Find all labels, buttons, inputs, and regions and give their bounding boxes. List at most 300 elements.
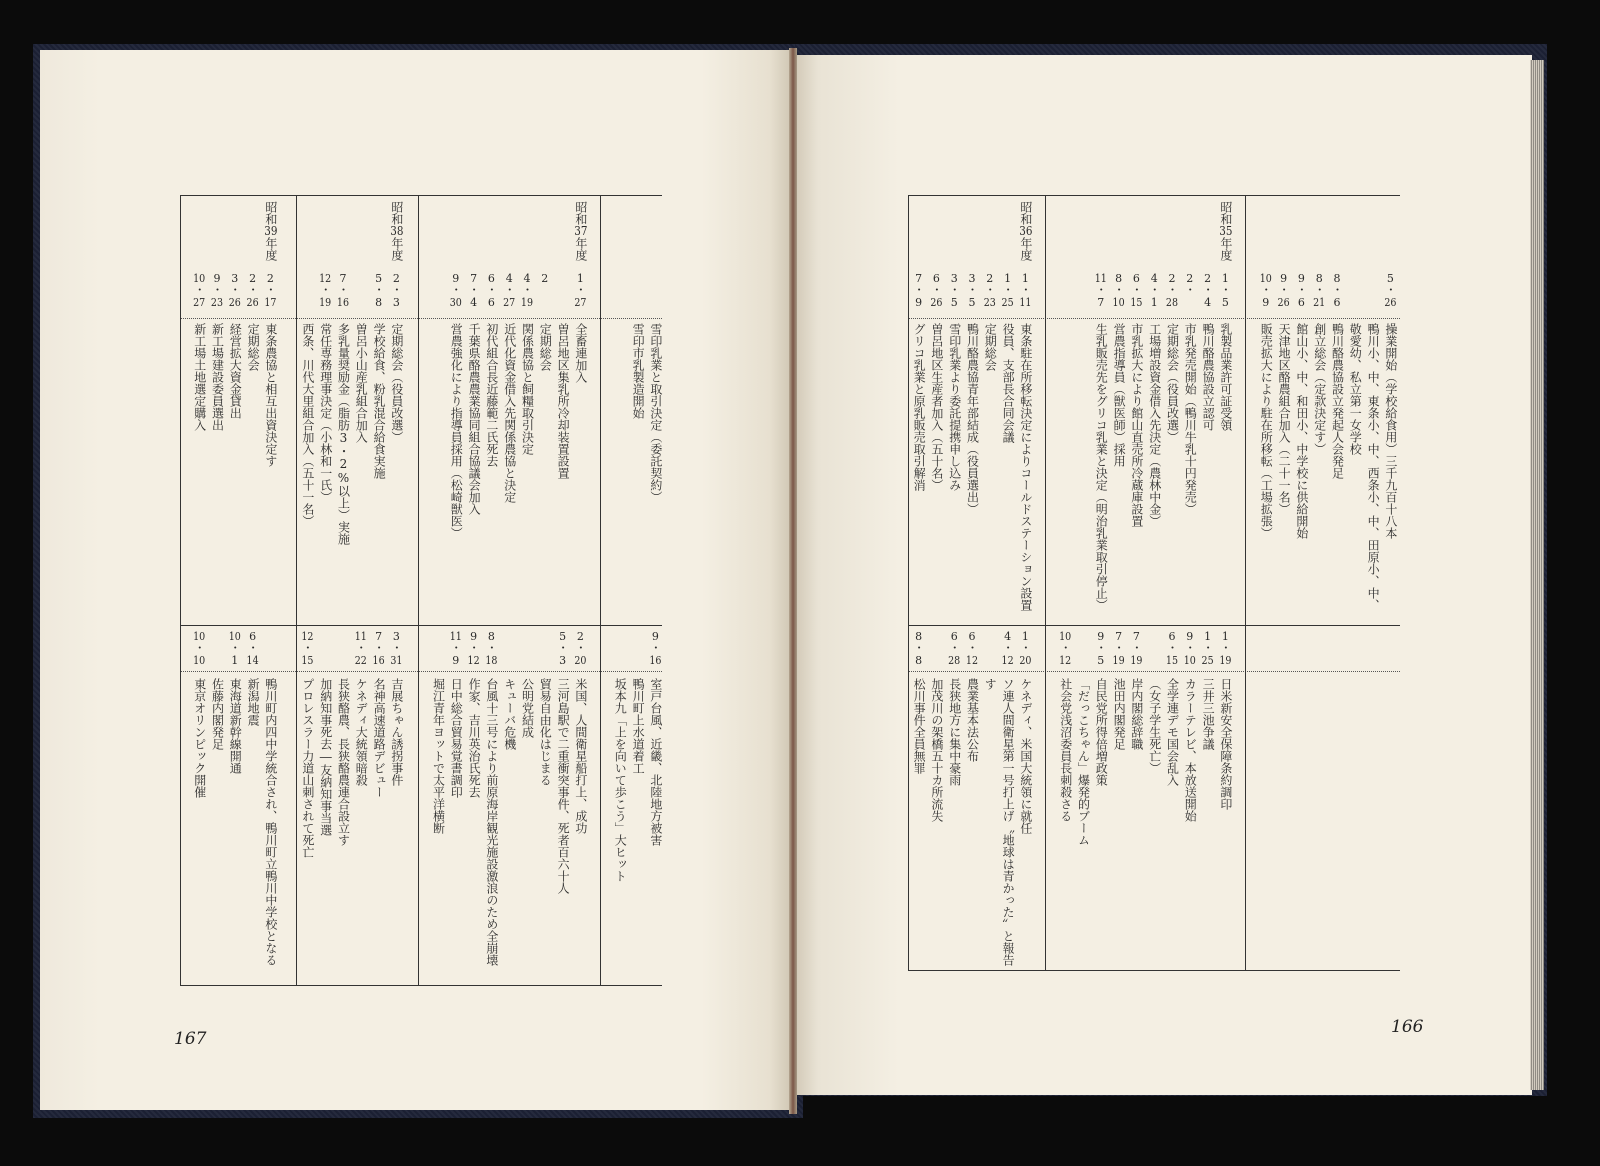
event-date: 2・3: [389, 273, 403, 308]
digit-group: 6: [1132, 273, 1140, 284]
fiscal-year-header: 昭和39年度: [263, 201, 278, 261]
cooperative-event: 雪印市乳製造開始: [631, 323, 646, 419]
digit-group: 5: [968, 297, 976, 308]
event-date: 8・18: [484, 631, 498, 666]
table-rule-top: [908, 195, 1400, 196]
event-date: 1・25: [1001, 273, 1015, 308]
event-date: 7・16: [372, 631, 386, 666]
digit-group: 17: [264, 297, 277, 308]
event-date: 6・6: [484, 273, 498, 308]
event-date: 11・9: [449, 631, 463, 666]
digit-group: 3: [950, 273, 958, 284]
digit-group: 18: [485, 655, 498, 666]
world-event: 東海道新幹線開通: [228, 678, 243, 774]
event-date: 8・21: [1312, 273, 1326, 308]
digit-group: 4: [470, 297, 478, 308]
world-event: 日米新安全保障条約調印: [1218, 678, 1233, 810]
world-event: 自民党所得倍増政策: [1094, 678, 1109, 786]
digit-group: 3: [968, 273, 976, 284]
digit-group: 2: [576, 631, 584, 642]
cooperative-event: 工場増設資金借入先決定（農林中金）: [1147, 323, 1162, 527]
table-column-rule: [908, 195, 909, 970]
digit-group: 26: [1384, 297, 1397, 308]
world-event: 長狭酪農、長狭酪農連合設立す: [336, 678, 351, 846]
world-event: キューバ危機: [502, 678, 517, 750]
digit-group: 12: [319, 273, 332, 284]
left-page: [40, 50, 792, 1110]
event-date: 4・1: [1147, 273, 1161, 308]
digit-group: 10: [1059, 631, 1072, 642]
digit-group: 26: [228, 297, 241, 308]
cooperative-event: 学校給食、粉乳混合給食実施: [372, 323, 387, 479]
digit-group: 10: [1112, 297, 1125, 308]
world-event: 社会党浅沼委員長刺殺さる: [1058, 678, 1073, 822]
event-date: 7・9: [912, 273, 926, 308]
digit-group: 1: [1150, 297, 1158, 308]
digit-group: 1: [1021, 631, 1029, 642]
cooperative-event: 東条農協と相互出資決定す: [263, 323, 278, 467]
event-date: 9・10: [1183, 631, 1197, 666]
world-event: 鴨川町上水道着工: [631, 678, 646, 774]
digit-group: 2: [541, 273, 549, 284]
digit-group: 1: [1221, 273, 1229, 284]
digit-group: 38: [390, 225, 404, 237]
world-event: カラーテレビ、本放送開始: [1183, 678, 1198, 822]
world-event: ソ連人間衛星第一号打上げ〝地球は青かった〟と報告: [1001, 678, 1016, 966]
digit-group: 6: [487, 273, 495, 284]
digit-group: 8: [1333, 273, 1341, 284]
cooperative-event: 乳製品業許可証受領: [1218, 323, 1233, 431]
event-date: 8・8: [912, 631, 926, 666]
table-column-rule: [180, 195, 181, 985]
cooperative-event: 鴨川酪農協設立発起人会発足: [1330, 323, 1345, 479]
event-date: 10・1: [228, 631, 242, 666]
table-rule-top: [180, 195, 662, 196]
cooperative-event: 曽呂地区生産者加入（五十名）: [929, 323, 944, 491]
digit-group: 7: [1115, 631, 1123, 642]
table-column-rule: [296, 195, 297, 985]
digit-group: 10: [193, 631, 206, 642]
cooperative-event: 鴨川酪農協設立認可: [1201, 323, 1216, 431]
digit-group: 6: [487, 297, 495, 308]
world-event: 佐藤内閣発足: [210, 678, 225, 750]
digit-group: 4: [1004, 631, 1012, 642]
world-event: 室戸台風、近畿、北陸地方被害: [648, 678, 663, 846]
world-event: ケネディ大統領暗殺: [354, 678, 369, 786]
page-number-left: 167: [174, 1029, 207, 1049]
digit-group: 27: [503, 297, 516, 308]
digit-group: 19: [1112, 655, 1125, 666]
digit-group: 6: [950, 631, 958, 642]
event-date: 6・15: [1165, 631, 1179, 666]
world-event: 台風十三号により前原海岸観光施設激浪のため全崩壊: [484, 678, 499, 966]
event-date: 2・17: [263, 273, 277, 308]
digit-group: 3: [231, 273, 239, 284]
event-date: 4・19: [520, 273, 534, 308]
digit-group: 12: [467, 655, 480, 666]
digit-group: 12: [1001, 655, 1014, 666]
event-date: 11・22: [354, 631, 368, 666]
digit-group: 16: [336, 297, 350, 308]
event-date: 7・16: [336, 273, 350, 308]
cooperative-event: 館山小、中、和田小、中学校に供給開始: [1294, 323, 1309, 539]
digit-group: 9: [213, 273, 221, 284]
digit-group: 1: [576, 273, 584, 284]
world-event: 松川事件全員無罪: [912, 678, 927, 774]
digit-group: 6: [1297, 297, 1305, 308]
event-date: 2・20: [573, 631, 587, 666]
world-event: 鴨川町内四中学統合され、鴨川町立鴨川中学校となる: [263, 678, 278, 966]
event-date: 10・27: [192, 273, 206, 308]
event-date: 5・3: [556, 631, 570, 666]
cooperative-event: 営農強化により指導員採用（松崎獣医）: [449, 323, 464, 539]
digit-group: 20: [1019, 655, 1032, 666]
cooperative-event: 鴨川酪農協青年部結成（役員選出）: [965, 323, 980, 515]
event-date: 6・14: [246, 631, 260, 666]
event-date: 1・5: [1218, 273, 1232, 308]
event-date: 10・10: [192, 631, 206, 666]
digit-group: 5: [375, 273, 383, 284]
digit-group: 30: [449, 297, 462, 308]
digit-group: 27: [574, 297, 587, 308]
digit-group: 9: [452, 655, 460, 666]
table-column-rule: [600, 195, 601, 985]
cooperative-event: 天津地区酪農組合加入（二十一名）: [1277, 323, 1292, 515]
table-rule-bottom: [180, 985, 662, 986]
world-event: 加納知事死去―友納知事当選: [318, 678, 333, 836]
digit-group: 19: [1130, 655, 1143, 666]
digit-group: 11: [354, 631, 367, 642]
digit-group: 6: [968, 631, 976, 642]
digit-group: 28: [948, 655, 961, 666]
event-date: 9・6: [1294, 273, 1308, 308]
event-date: 12・19: [318, 273, 332, 308]
cooperative-event: 定期総会（役員改選）: [389, 323, 404, 443]
event-date: 2・23: [983, 273, 997, 308]
table-date-divider: [908, 671, 1400, 672]
digit-group: 16: [372, 655, 385, 666]
table-column-rule: [1245, 195, 1246, 970]
event-date: 8・6: [1330, 273, 1344, 308]
digit-group: 6: [249, 631, 257, 642]
event-date: 6・12: [965, 631, 979, 666]
digit-group: 8: [1115, 273, 1123, 284]
digit-group: 27: [193, 297, 206, 308]
page-edge-stack: [1530, 60, 1544, 1090]
digit-group: 8: [915, 655, 923, 666]
fiscal-year-header: 昭和35年度: [1218, 201, 1233, 261]
digit-group: 6: [932, 273, 940, 284]
table-column-rule: [1045, 195, 1046, 970]
event-date: 5・8: [372, 273, 386, 308]
event-date: 7・4: [467, 273, 481, 308]
world-event: 加茂川の架橋五十カ所流失: [929, 678, 944, 822]
event-date: [536, 273, 554, 284]
event-date: 2・: [1183, 273, 1197, 297]
digit-group: 11: [1094, 273, 1107, 284]
cooperative-event: 新工場土地選定購入: [192, 323, 207, 431]
digit-group: 9: [651, 631, 659, 642]
digit-group: 7: [375, 631, 383, 642]
digit-group: 10: [228, 631, 241, 642]
world-event: 日中総合貿易覚書調印: [449, 678, 464, 798]
table-rule-middle: [908, 625, 1400, 626]
digit-group: 7: [915, 273, 923, 284]
event-date: 7・19: [1112, 631, 1126, 666]
cooperative-event: 創立総会（定款決定す）: [1312, 323, 1327, 455]
digit-group: 35: [1219, 225, 1233, 237]
event-date: 5・26: [1383, 273, 1397, 308]
event-date: 6・26: [929, 273, 943, 308]
cooperative-event: 経営拡大資金貸出: [228, 323, 243, 419]
table-rule-bottom: [908, 970, 1400, 971]
event-date: 3・5: [965, 273, 979, 308]
cooperative-event: 販売拡大により駐在所移転（工場拡張）: [1259, 323, 1274, 539]
digit-group: 7: [339, 273, 347, 284]
cooperative-event: 市乳拡大により館山直売所冷蔵庫設置: [1129, 323, 1144, 527]
event-date: 9・26: [1277, 273, 1291, 308]
event-date: 1・20: [1018, 631, 1032, 666]
digit-group: 1: [1204, 631, 1212, 642]
digit-group: 39: [264, 225, 278, 237]
digit-group: 9: [1262, 297, 1270, 308]
world-event: 堀江青年ヨットで太平洋横断: [431, 678, 446, 834]
world-event: 作家、吉川英治氏死去: [467, 678, 482, 798]
cooperative-event: 定期総会: [983, 323, 998, 371]
table-date-divider: [180, 318, 662, 319]
digit-group: 2: [266, 273, 274, 284]
digit-group: 25: [1001, 297, 1014, 308]
cooperative-event: 生乳販売先をグリコ乳業と決定（明治乳業取引停止）: [1094, 323, 1109, 611]
world-event: 全学連デモ国会乱入: [1165, 678, 1180, 786]
digit-group: 1: [1021, 273, 1029, 284]
digit-group: 5: [559, 631, 567, 642]
event-date: 3・5: [947, 273, 961, 308]
digit-group: 14: [246, 655, 259, 666]
event-date: 3・31: [389, 631, 403, 666]
digit-group: 7: [1097, 297, 1105, 308]
digit-group: 8: [487, 631, 495, 642]
event-date: 1・25: [1201, 631, 1215, 666]
digit-group: 2: [986, 273, 994, 284]
cooperative-event: グリコ乳業と原乳販売取引解消: [912, 323, 927, 491]
world-event: 坂本九「上を向いて歩こう」大ヒット: [613, 678, 628, 882]
digit-group: 12: [301, 631, 314, 642]
digit-group: 5: [1386, 273, 1394, 284]
world-event: 農業基本法公布: [965, 678, 980, 762]
event-date: 1・19: [1218, 631, 1232, 666]
digit-group: 10: [1183, 655, 1196, 666]
cooperative-event: 初代組合長近藤範二氏死去: [484, 323, 499, 467]
digit-group: 15: [301, 655, 314, 666]
world-event: 池田内閣発足: [1112, 678, 1127, 750]
event-date: 9・5: [1094, 631, 1108, 666]
world-event: 米国、人間衛星船打上、成功: [573, 678, 588, 834]
world-event: 貿易自由化はじまる: [538, 678, 553, 786]
event-date: 7・19: [1129, 631, 1143, 666]
cooperative-event: 西条、川代大里組合加入（五十一名）: [300, 323, 315, 527]
right-page: [796, 55, 1532, 1095]
table-column-rule: [418, 195, 419, 985]
digit-group: 2: [1186, 273, 1194, 284]
cooperative-event: 定期総会: [538, 323, 553, 371]
digit-group: 20: [574, 655, 587, 666]
event-date: 2・26: [246, 273, 260, 308]
world-event: 名神高速道路デビュー: [372, 678, 387, 798]
cooperative-event: 曽呂地区集乳所冷却装置設置: [556, 323, 571, 479]
event-date: 9・16: [648, 631, 662, 666]
digit-group: 9: [1186, 631, 1194, 642]
event-date: 9・12: [467, 631, 481, 666]
table-date-divider: [180, 671, 662, 672]
fiscal-year-header: 昭和36年度: [1018, 201, 1033, 261]
digit-group: 9: [915, 297, 923, 308]
digit-group: 26: [930, 297, 943, 308]
digit-group: 10: [1259, 273, 1272, 284]
digit-group: 11: [449, 631, 462, 642]
digit-group: 6: [1333, 297, 1341, 308]
world-event: ケネディ、米国大統領に就任: [1018, 678, 1033, 834]
page-number-right: 166: [1391, 1017, 1424, 1037]
event-date: 2・4: [1201, 273, 1215, 308]
cooperative-event: 全畜連加入: [573, 323, 588, 383]
digit-group: 8: [1315, 273, 1323, 284]
event-date: 12・15: [300, 631, 314, 666]
event-date: 2・28: [1165, 273, 1179, 308]
book-gutter: [789, 48, 797, 1114]
table-date-divider: [908, 318, 1400, 319]
event-date: 6・28: [947, 631, 961, 666]
digit-group: 19: [1219, 655, 1232, 666]
digit-group: 21: [1313, 297, 1326, 308]
digit-group: 16: [649, 655, 662, 666]
digit-group: 12: [1059, 655, 1072, 666]
cooperative-event: 新工場建設委員選出: [210, 323, 225, 431]
cooperative-event: 関係農協と飼糧取引決定: [520, 323, 535, 455]
digit-group: 31: [390, 655, 403, 666]
digit-group: 1: [1221, 631, 1229, 642]
digit-group: 6: [1168, 631, 1176, 642]
digit-group: 26: [1277, 297, 1290, 308]
event-date: 3・26: [228, 273, 242, 308]
event-date: 4・27: [502, 273, 516, 308]
event-date: 9・23: [210, 273, 224, 308]
world-event: 岸内閣総辞職: [1129, 678, 1144, 750]
cooperative-event: 雪印乳業より委託提携申し込み: [947, 323, 962, 491]
cooperative-event: 鴨川小、中、東条小、中、西条小、中、田原小、中、: [1366, 323, 1381, 611]
world-event: 新潟地震: [246, 678, 261, 726]
cooperative-event: 敬愛幼、私立第一女学校: [1348, 323, 1363, 455]
digit-group: 23: [983, 297, 996, 308]
digit-group: 1: [1004, 273, 1012, 284]
digit-group: 3: [392, 631, 400, 642]
digit-group: 37: [574, 225, 588, 237]
digit-group: 1: [231, 655, 239, 666]
digit-group: 2: [1168, 273, 1176, 284]
digit-group: 36: [1019, 225, 1033, 237]
event-date: 1・11: [1018, 273, 1032, 308]
digit-group: 11: [1019, 297, 1032, 308]
digit-group: 7: [1132, 631, 1140, 642]
digit-group: 22: [354, 655, 367, 666]
digit-group: 5: [1221, 297, 1229, 308]
digit-group: 9: [452, 273, 460, 284]
digit-group: 2: [249, 273, 257, 284]
cooperative-event: 定期総会: [246, 323, 261, 371]
digit-group: 10: [193, 655, 206, 666]
event-date: 10・12: [1058, 631, 1072, 666]
cooperative-event: 千葉県酪農農業協同組合協議会加入: [467, 323, 482, 515]
digit-group: 5: [1097, 655, 1105, 666]
digit-group: 9: [470, 631, 478, 642]
cooperative-event: 役員、支部長合同会議: [1001, 323, 1016, 443]
event-date: 1・27: [573, 273, 587, 308]
digit-group: 15: [1130, 297, 1143, 308]
digit-group: 2: [392, 273, 400, 284]
world-event: 公明党結成: [520, 678, 535, 738]
digit-group: 19: [520, 297, 534, 308]
digit-group: 7: [470, 273, 478, 284]
cooperative-event: 定期総会（役員改選）: [1165, 323, 1180, 443]
digit-group: 8: [375, 297, 383, 308]
digit-group: 15: [1165, 655, 1179, 666]
cooperative-event: 近代化資金借入先関係農協と決定: [502, 323, 517, 503]
digit-group: 2: [1204, 273, 1212, 284]
world-event: 東京オリンピック開催: [192, 678, 207, 798]
event-date: 6・15: [1129, 273, 1143, 308]
digit-group: 12: [965, 655, 979, 666]
table-rule-middle: [180, 625, 662, 626]
event-date: 10・9: [1259, 273, 1273, 308]
digit-group: 4: [523, 273, 531, 284]
cooperative-event: 曽呂小山産乳組合加入: [354, 323, 369, 443]
digit-group: 9: [1297, 273, 1305, 284]
digit-group: 10: [193, 273, 206, 284]
cooperative-event: 雪印乳業と取引決定（委託契約）: [648, 323, 663, 503]
cooperative-event: 多乳量奨励金（脂肪3・2%以上）実施: [336, 323, 351, 545]
digit-group: 5: [950, 297, 958, 308]
digit-group: 8: [915, 631, 923, 642]
cooperative-event: 市乳発売開始（鴨川牛乳十円発売）: [1183, 323, 1198, 515]
world-event: す: [983, 678, 998, 690]
event-date: 4・12: [1001, 631, 1015, 666]
world-event: 三井三池争議: [1201, 678, 1216, 750]
cooperative-event: 営農指導員（獣医師）採用: [1112, 323, 1127, 467]
digit-group: 4: [1150, 273, 1158, 284]
cooperative-event: 東条駐在所移転決定によりコールドステーション設置: [1018, 323, 1033, 611]
digit-group: 4: [1204, 297, 1212, 308]
digit-group: 9: [1280, 273, 1288, 284]
world-event: （女子学生死亡）: [1147, 678, 1162, 774]
world-event: 長狭地方に集中豪雨: [947, 678, 962, 786]
fiscal-year-header: 昭和37年度: [573, 201, 588, 261]
world-event: 吉展ちゃん誘拐事件: [389, 678, 404, 786]
digit-group: 26: [246, 297, 259, 308]
world-event: プロレスラー力道山刺されて死亡: [300, 678, 315, 858]
fiscal-year-header: 昭和38年度: [389, 201, 404, 261]
digit-group: 25: [1201, 655, 1214, 666]
cooperative-event: 操業開始（学校給食用）三千九百十八本: [1383, 323, 1398, 539]
world-event: 三河島駅で二重衝突事件、死者百六十人: [556, 678, 571, 894]
digit-group: 9: [1097, 631, 1105, 642]
cooperative-event: 常任専務理事決定（小林和一氏）: [318, 323, 333, 503]
event-date: 9・30: [449, 273, 463, 308]
event-date: 8・10: [1112, 273, 1126, 308]
digit-group: 19: [319, 297, 332, 308]
world-event: 「だっこちゃん」爆発的ブーム: [1076, 678, 1091, 846]
digit-group: 4: [505, 273, 513, 284]
event-date: 11・7: [1094, 273, 1108, 308]
